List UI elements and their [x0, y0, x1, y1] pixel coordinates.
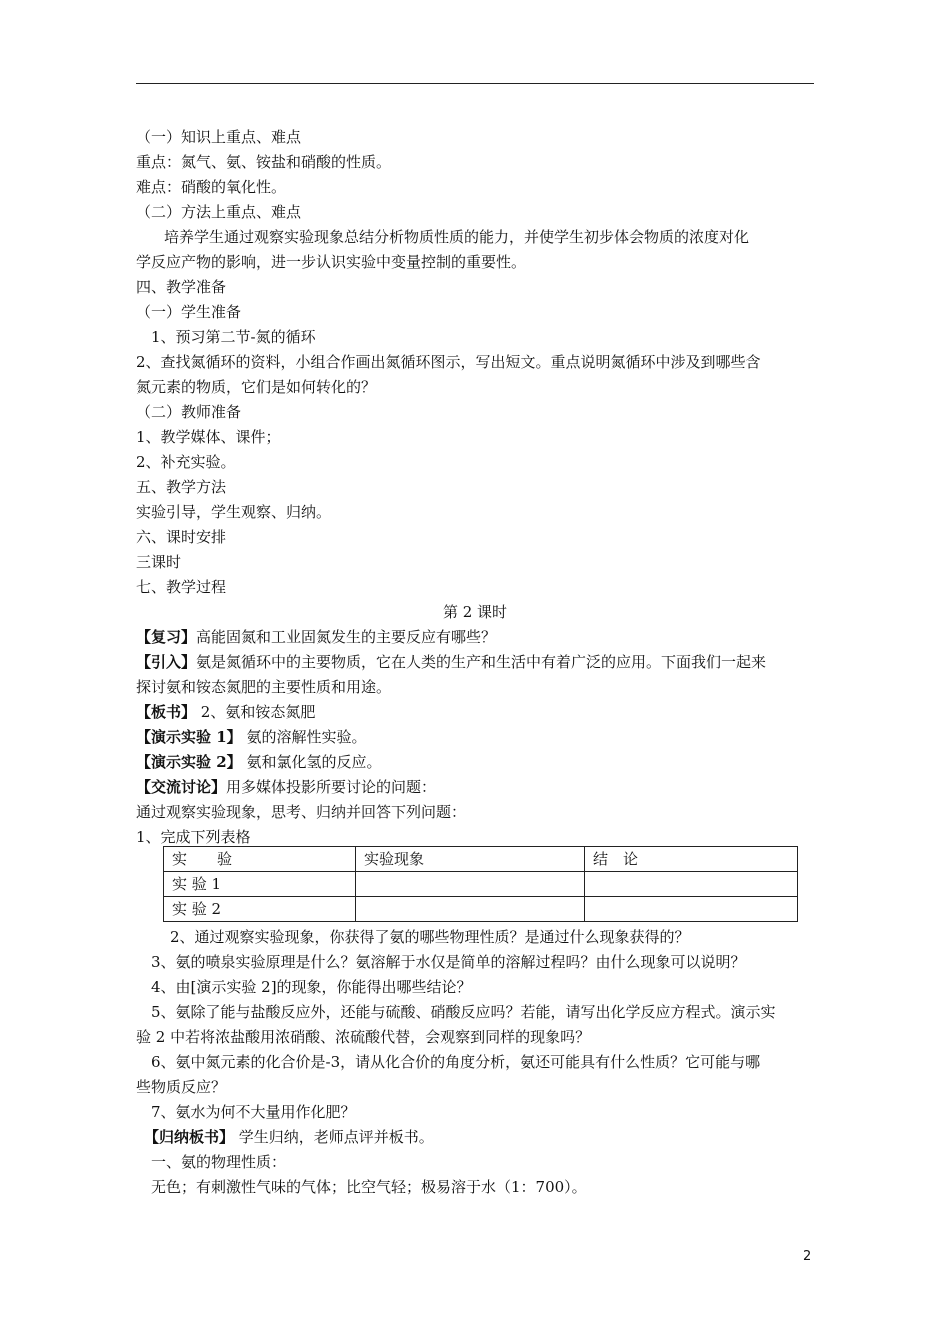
question-6-line2: 些物质反应？ — [136, 1078, 227, 1096]
heading-schedule: 六、课时安排 — [136, 528, 227, 546]
question-7: 7、氨水为何不大量用作化肥？ — [151, 1103, 356, 1121]
heading-knowledge-keypoints: （一）知识上重点、难点 — [136, 128, 302, 146]
demo1-text: 氨的溶解性实验。 — [241, 728, 367, 746]
table-cell — [356, 872, 585, 897]
heading-teacher-preparation: （二）教师准备 — [136, 403, 242, 421]
header-rule — [136, 83, 814, 84]
board-paragraph — [136, 702, 315, 722]
intro-text: 氨是氮循环中的主要物质，它在人类的生产和生活中有着广泛的应用。下面我们一起来 — [196, 653, 767, 671]
summary-paragraph — [144, 1127, 434, 1147]
student-prep-item1: 1、预习第二节-氮的循环 — [151, 328, 316, 346]
discuss-tag: 【交流讨论】 — [136, 778, 227, 796]
question-5-line2: 验 2 中若将浓盐酸用浓硝酸、浓硫酸代替，会观察到同样的现象吗？ — [136, 1028, 591, 1046]
teaching-method-text: 实验引导，学生观察、归纳。 — [136, 503, 332, 521]
page-number: 2 — [803, 1249, 812, 1264]
table-cell — [356, 897, 585, 922]
question-1: 1、完成下列表格 — [136, 828, 251, 846]
intro-text-line2: 探讨氨和铵态氮肥的主要性质和用途。 — [136, 678, 392, 696]
discuss-paragraph — [136, 777, 436, 797]
difficulty-text: 难点：硝酸的氧化性。 — [136, 178, 287, 196]
discuss-text: 用多媒体投影所要讨论的问题： — [226, 778, 437, 796]
demo2-tag: 【演示实验 2】 — [136, 753, 242, 771]
table-row — [164, 872, 798, 897]
table-cell: 实 验 1 — [164, 872, 356, 897]
experiment-table — [163, 846, 798, 922]
demo2-paragraph — [136, 752, 381, 772]
physical-properties-text: 无色；有刺激性气味的气体；比空气轻；极易溶于水（1：700）。 — [151, 1178, 587, 1196]
teacher-prep-item2: 2、补充实验。 — [136, 453, 236, 471]
table-header-cell: 结 论 — [585, 847, 798, 872]
method-paragraph-line2: 学反应产物的影响，进一步认识实验中变量控制的重要性。 — [136, 253, 527, 271]
observe-text: 通过观察实验现象，思考、归纳并回答下列问题： — [136, 803, 467, 821]
table-header-cell: 实 验 — [164, 847, 356, 872]
method-paragraph-line1: 培养学生通过观察实验现象总结分析物质性质的能力，并使学生初步体会物质的浓度对化 — [164, 228, 750, 246]
table-cell: 实 验 2 — [164, 897, 356, 922]
lesson-title: 第 2 课时 — [442, 603, 508, 621]
table-cell — [585, 897, 798, 922]
board-tag: 【板书】 — [136, 703, 197, 721]
physical-properties-title: 一、氨的物理性质： — [151, 1153, 287, 1171]
intro-paragraph — [136, 652, 766, 672]
intro-tag: 【引入】 — [136, 653, 197, 671]
table-header-cell: 实验现象 — [356, 847, 585, 872]
demo1-paragraph — [136, 727, 366, 747]
question-6-line1: 6、氨中氮元素的化合价是-3，请从化合价的角度分析，氨还可能具有什么性质？它可能与哪 — [151, 1053, 761, 1071]
review-paragraph — [136, 627, 496, 647]
student-prep-item2-line2: 氮元素的物质，它们是如何转化的？ — [136, 378, 377, 396]
heading-teaching-method: 五、教学方法 — [136, 478, 227, 496]
table-cell — [585, 872, 798, 897]
keypoints-text: 重点：氮气、氨、铵盐和硝酸的性质。 — [136, 153, 392, 171]
schedule-text: 三课时 — [136, 553, 182, 571]
heading-teaching-process: 七、教学过程 — [136, 578, 227, 596]
heading-teaching-preparation: 四、教学准备 — [136, 278, 227, 296]
table-row — [164, 897, 798, 922]
review-text: 高能固氮和工业固氮发生的主要反应有哪些？ — [196, 628, 497, 646]
demo1-tag: 【演示实验 1】 — [136, 728, 242, 746]
heading-student-preparation: （一）学生准备 — [136, 303, 242, 321]
teacher-prep-item1: 1、教学媒体、课件； — [136, 428, 281, 446]
heading-method-keypoints: （二）方法上重点、难点 — [136, 203, 302, 221]
question-5-line1: 5、氨除了能与盐酸反应外，还能与硫酸、硝酸反应吗？若能，请写出化学反应方程式。演示实 — [151, 1003, 776, 1021]
summary-text: 学生归纳，老师点评并板书。 — [234, 1128, 434, 1146]
board-text: 2、氨和铵态氮肥 — [196, 703, 316, 721]
demo2-text: 氨和氯化氢的反应。 — [241, 753, 382, 771]
question-4: 4、由[演示实验 2]的现象，你能得出哪些结论？ — [151, 978, 472, 996]
question-2: 2、通过观察实验现象，你获得了氨的哪些物理性质？是通过什么现象获得的？ — [170, 928, 690, 946]
question-3: 3、氨的喷泉实验原理是什么？氨溶解于水仅是简单的溶解过程吗？由什么现象可以说明？ — [151, 953, 746, 971]
summary-tag: 【归纳板书】 — [144, 1128, 235, 1146]
student-prep-item2-line1: 2、查找氮循环的资料，小组合作画出氮循环图示，写出短文。重点说明氮循环中涉及到哪些含 — [136, 353, 761, 371]
table-header-row — [164, 847, 798, 872]
review-tag: 【复习】 — [136, 628, 197, 646]
